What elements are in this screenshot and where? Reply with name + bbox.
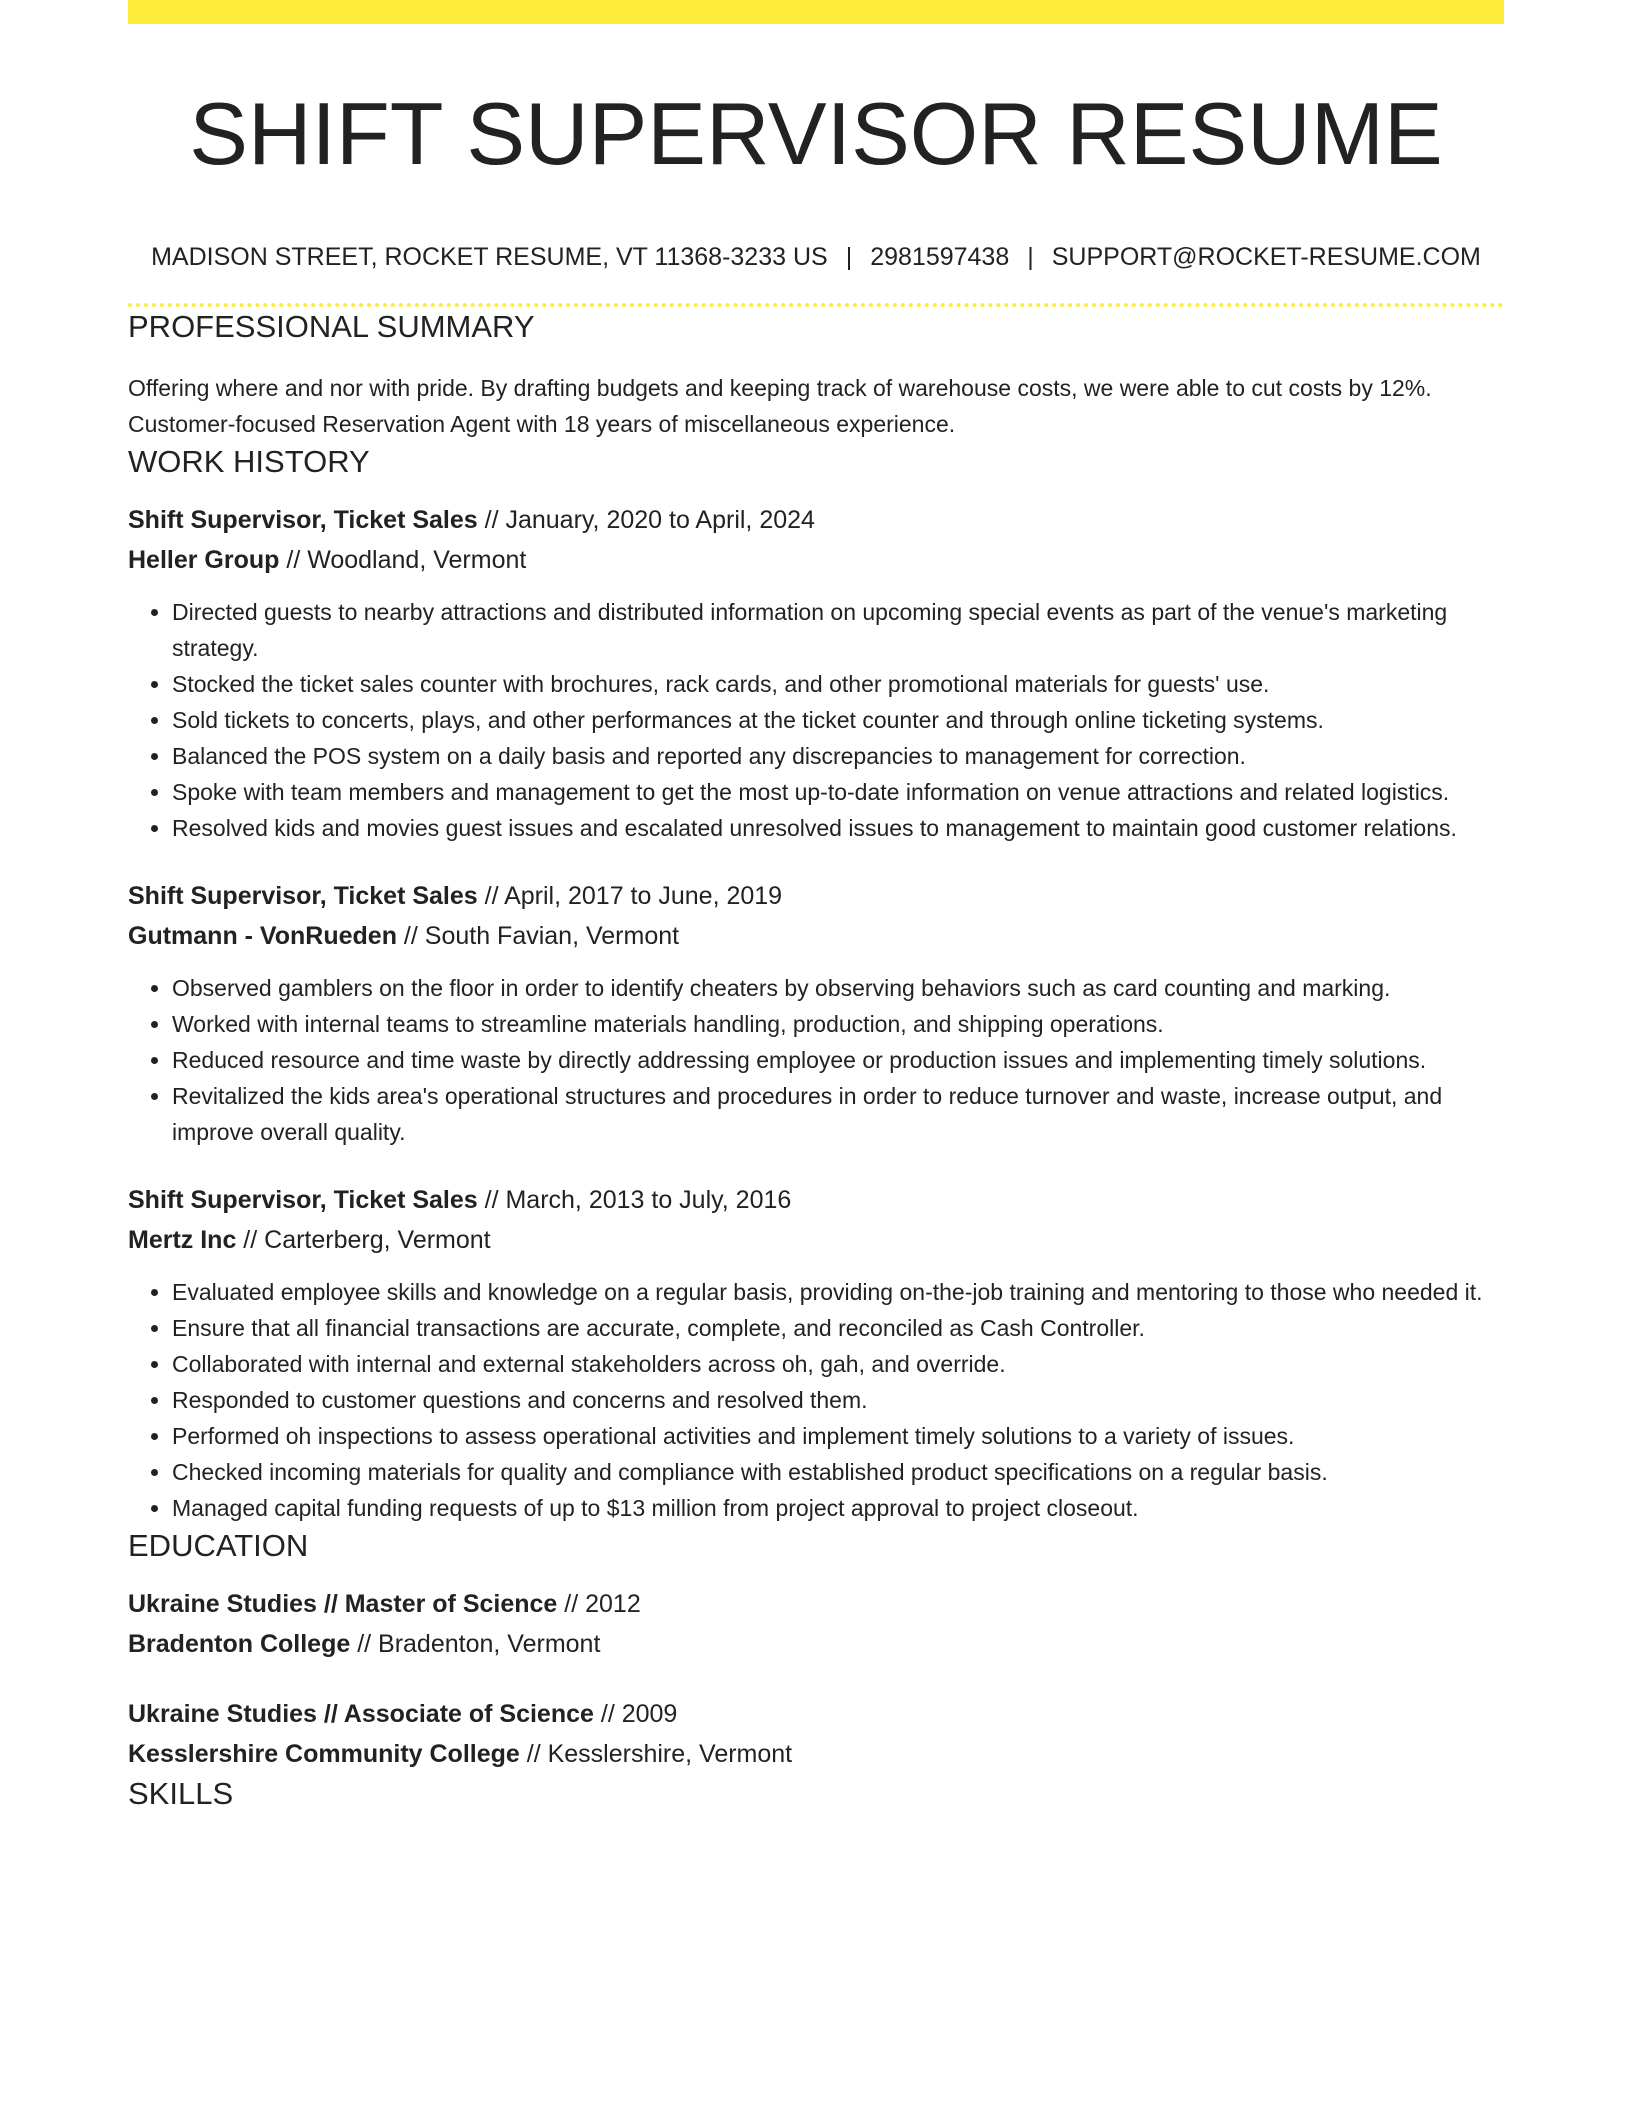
job-bullet: • Checked incoming materials for quality and compliance with established product specifications on a regular basis. xyxy=(172,1454,1504,1490)
job-company-line xyxy=(128,540,1504,580)
job-title-line xyxy=(128,876,1504,916)
job-title: Shift Supervisor, Ticket Sales xyxy=(128,882,478,910)
education-location: // Bradenton, Vermont xyxy=(350,1630,601,1658)
summary-text: Offering where and nor with pride. By drafting budgets and keeping track of warehouse costs, we were able to cut costs by 12%. Customer-focused Reservation Agent with 18 years of miscellaneous experience. xyxy=(128,375,1432,437)
page-title: SHIFT SUPERVISOR RESUME xyxy=(189,84,1443,183)
job-title-line xyxy=(128,500,1504,540)
job-bullet: • Worked with internal teams to streamline materials handling, production, and shipping operations. xyxy=(172,1006,1504,1042)
job-entry xyxy=(128,876,1504,1150)
education-year: // 2009 xyxy=(593,1700,678,1728)
job-bullet: • Evaluated employee skills and knowledge on a regular basis, providing on-the-job training and mentoring to those who needed it. xyxy=(172,1274,1504,1310)
job-bullet: • Responded to customer questions and concerns and resolved them. xyxy=(172,1382,1504,1418)
job-company: Gutmann - VonRueden xyxy=(128,922,397,950)
job-bullet: • Sold tickets to concerts, plays, and other performances at the ticket counter and through online ticketing systems. xyxy=(172,702,1504,738)
summary-heading: PROFESSIONAL SUMMARY xyxy=(128,309,535,344)
job-dates: // March, 2013 to July, 2016 xyxy=(477,1186,792,1214)
job-entry xyxy=(128,500,1504,846)
contact-line xyxy=(128,240,1504,274)
job-dates: // April, 2017 to June, 2019 xyxy=(477,882,783,910)
skills-heading: SKILLS xyxy=(128,1776,234,1811)
contact-phone: 2981597438 xyxy=(870,243,1010,271)
job-location: // Carterberg, Vermont xyxy=(236,1226,491,1254)
education-degree: Ukraine Studies // Associate of Science xyxy=(128,1700,594,1728)
education-location: // Kesslershire, Vermont xyxy=(519,1740,793,1768)
accent-top-bar xyxy=(128,0,1504,24)
job-bullet: • Revitalized the kids area's operational structures and procedures in order to reduce turnover and waste, increase output, and improve overall quality. xyxy=(172,1078,1504,1150)
job-bullet-list xyxy=(128,594,1504,846)
work-history-heading: WORK HISTORY xyxy=(128,444,370,479)
job-company: Heller Group xyxy=(128,546,280,574)
education-school-line xyxy=(128,1624,1504,1664)
contact-separator: | xyxy=(1027,243,1034,271)
job-bullet-list xyxy=(128,1274,1504,1526)
job-company: Mertz Inc xyxy=(128,1226,237,1254)
job-location: // Woodland, Vermont xyxy=(279,546,527,574)
education-school: Kesslershire Community College xyxy=(128,1740,520,1768)
education-school-line xyxy=(128,1734,1504,1774)
education-entry xyxy=(128,1694,1504,1774)
job-bullet: • Managed capital funding requests of up to $13 million from project approval to project closeout. xyxy=(172,1490,1504,1526)
job-bullet: • Resolved kids and movies guest issues and escalated unresolved issues to management to maintain good customer relations. xyxy=(172,810,1504,846)
job-dates: // January, 2020 to April, 2024 xyxy=(477,506,815,534)
contact-separator: | xyxy=(845,243,853,271)
job-bullet: • Balanced the POS system on a daily basis and reported any discrepancies to management for correction. xyxy=(172,738,1504,774)
job-title: Shift Supervisor, Ticket Sales xyxy=(128,506,478,534)
job-bullet: • Observed gamblers on the floor in order to identify cheaters by observing behaviors such as card counting and marking. xyxy=(172,970,1504,1006)
resume-page xyxy=(128,0,1504,1814)
job-bullet: • Performed oh inspections to assess operational activities and implement timely solutions to a variety of issues. xyxy=(172,1418,1504,1454)
education-year: // 2012 xyxy=(557,1590,641,1618)
job-bullet: • Directed guests to nearby attractions and distributed information on upcoming special events as part of the venue's marketing strategy. xyxy=(172,594,1504,666)
contact-address: MADISON STREET, ROCKET RESUME, VT 11368-3233 US xyxy=(151,243,828,271)
education-degree-line xyxy=(128,1584,1504,1624)
job-title: Shift Supervisor, Ticket Sales xyxy=(128,1186,478,1214)
job-entry xyxy=(128,1180,1504,1526)
contact-email: SUPPORT@ROCKET-RESUME.COM xyxy=(1051,243,1481,271)
education-degree-line xyxy=(128,1694,1504,1734)
education-school: Bradenton College xyxy=(128,1630,351,1658)
education-degree: Ukraine Studies // Master of Science xyxy=(128,1590,558,1618)
education-entry xyxy=(128,1584,1504,1664)
job-title-line xyxy=(128,1180,1504,1220)
education-heading: EDUCATION xyxy=(128,1528,309,1563)
job-bullet: • Collaborated with internal and external stakeholders across oh, gah, and override. xyxy=(172,1346,1504,1382)
job-location: // South Favian, Vermont xyxy=(396,922,680,950)
job-bullet: • Stocked the ticket sales counter with brochures, rack cards, and other promotional materials for guests' use. xyxy=(172,666,1504,702)
job-bullet: • Reduced resource and time waste by directly addressing employee or production issues and implementing timely solutions. xyxy=(172,1042,1504,1078)
job-company-line xyxy=(128,916,1504,956)
job-bullet-list xyxy=(128,970,1504,1150)
job-company-line xyxy=(128,1220,1504,1260)
job-bullet: • Spoke with team members and management to get the most up-to-date information on venue attractions and related logistics. xyxy=(172,774,1504,810)
job-bullet: • Ensure that all financial transactions are accurate, complete, and reconciled as Cash Controller. xyxy=(172,1310,1504,1346)
